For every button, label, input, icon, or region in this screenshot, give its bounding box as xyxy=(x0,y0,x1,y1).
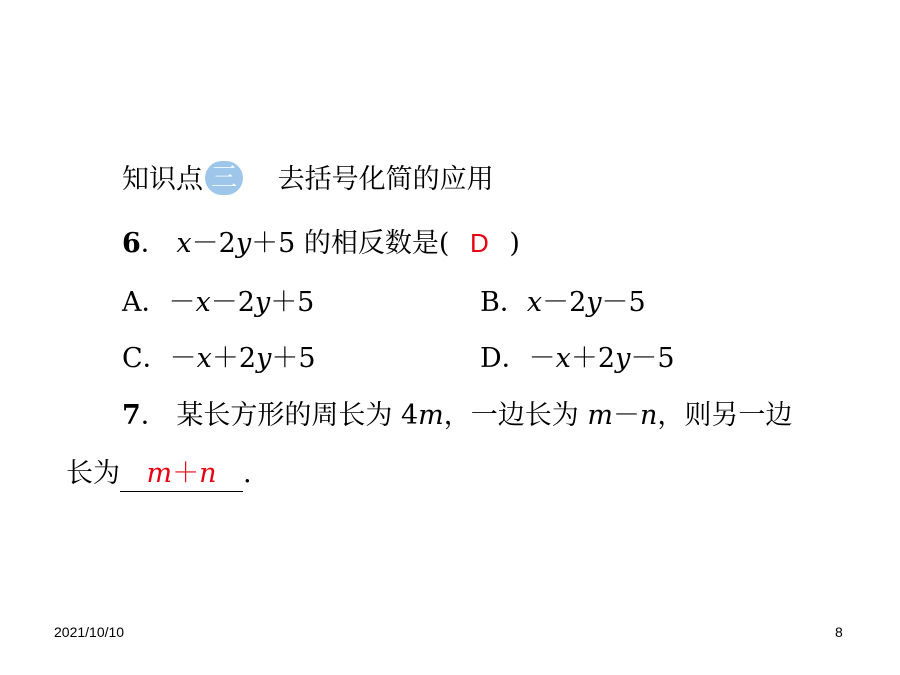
question-6-number: 6 xyxy=(122,228,141,259)
option-b-part: －5 xyxy=(601,287,646,318)
option-d-x: x xyxy=(555,343,571,374)
option-c-y: y xyxy=(256,343,272,374)
knowledge-heading xyxy=(122,162,494,198)
option-b-part: －2 xyxy=(542,287,587,318)
option-c-label: C． xyxy=(122,343,170,374)
question-6-stem: 6． x－2y＋5 的相反数是( D ) xyxy=(122,225,520,262)
option-b-y: y xyxy=(586,287,602,318)
option-c-x: x xyxy=(196,343,212,374)
option-d-part: －5 xyxy=(630,343,675,374)
footer-date: 2021/10/10 xyxy=(54,624,125,640)
option-b-x: x xyxy=(526,287,543,318)
knowledge-topic: 去括号化简的应用 xyxy=(277,164,494,195)
q6-close-paren: ) xyxy=(509,228,520,259)
question-7-line-1: 7． 某长方形的周长为 4m，一边长为 m－n，则另一边 xyxy=(122,400,793,431)
option-c-part: ＋2 xyxy=(211,343,257,374)
option-a-part: ＋5 xyxy=(270,287,315,318)
option-b xyxy=(480,285,646,321)
page-number: 8 xyxy=(835,624,843,640)
option-d-y: y xyxy=(615,343,631,374)
q7-period: . xyxy=(243,458,252,489)
option-d-part: － xyxy=(528,343,556,374)
option-a-y: y xyxy=(254,287,271,318)
option-a-part: －2 xyxy=(210,287,255,318)
q6-stem-part: －2 xyxy=(191,228,236,259)
option-a xyxy=(122,285,314,321)
q6-var-y: y xyxy=(235,228,252,259)
option-d xyxy=(480,341,675,377)
q7-answer-m: m xyxy=(146,458,173,489)
q7-var-m: m xyxy=(587,400,613,431)
knowledge-prefix: 知识点 xyxy=(122,164,203,195)
q7-text: － xyxy=(612,400,640,431)
question-6-answer: D xyxy=(469,228,489,258)
question-7-answer-blank xyxy=(120,457,243,492)
option-c xyxy=(122,341,316,377)
q7-text: ，一边长为 xyxy=(443,400,588,431)
option-a-part: － xyxy=(168,287,196,318)
option-a-label: A． xyxy=(122,287,169,318)
option-b-label: B． xyxy=(480,287,527,318)
q7-var-n: n xyxy=(639,400,658,431)
q7-text: 长为 xyxy=(66,458,120,489)
option-d-label: D． xyxy=(480,343,529,374)
q6-stem-end: ＋5 的相反数是( xyxy=(251,228,450,259)
option-d-part: ＋2 xyxy=(570,343,616,374)
option-a-x: x xyxy=(195,287,211,318)
q6-var-x: x xyxy=(176,228,192,259)
knowledge-number-badge: 三 xyxy=(205,161,243,195)
q7-text: 某长方形的周长为 4 xyxy=(176,400,419,431)
option-c-part: ＋5 xyxy=(271,343,316,374)
q7-var-m: m xyxy=(418,400,444,431)
question-7-number: 7 xyxy=(122,400,141,431)
q7-text: ，则另一边 xyxy=(657,400,793,431)
q7-answer-plus: ＋ xyxy=(172,458,200,489)
q7-answer-n: n xyxy=(199,458,217,489)
question-7-line-2 xyxy=(66,456,252,492)
option-c-part: － xyxy=(169,343,197,374)
